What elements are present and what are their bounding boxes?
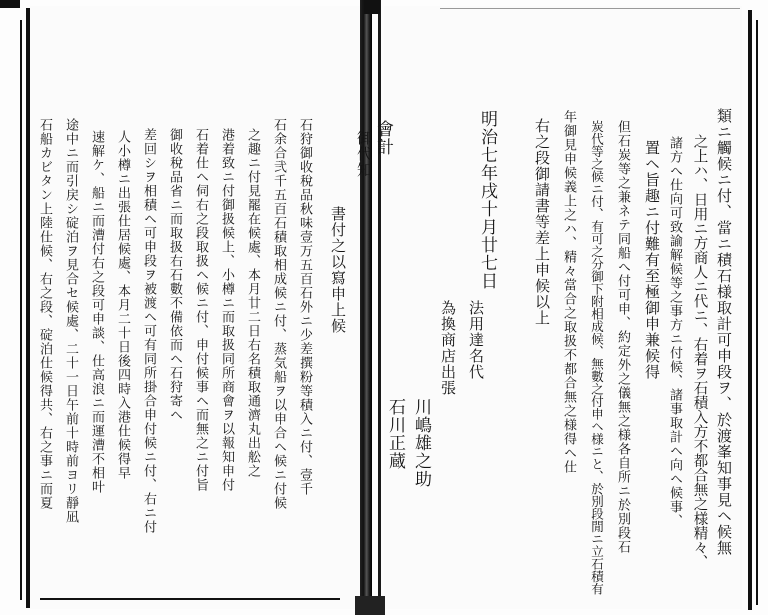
left-col-10: 途中ニ而引戻シ碇泊ヲ見合セ候處、二十一日午前十時前ヨリ靜凪 bbox=[63, 118, 78, 524]
left-col-8: 人小樽ニ出張仕居候處、本月二十日後四時入港仕候得早 bbox=[115, 130, 130, 480]
left-col-5: 石着仕ヘ伺右之段取扱ヘ候ニ付、申付候事ヘ而無之ニ付旨 bbox=[193, 128, 208, 492]
right-col-8: 右之段御請書等差上申候以上 bbox=[533, 118, 551, 326]
book-gutter bbox=[360, 0, 372, 615]
left-page-bottom-edge bbox=[40, 598, 340, 600]
right-col-office: 法用達名代 bbox=[467, 300, 485, 380]
date-line: 明治七年戌十月廿七日 bbox=[477, 110, 497, 290]
right-col-branch: 為換商店出張 bbox=[439, 300, 457, 396]
right-page-edge bbox=[748, 10, 752, 610]
left-col-9: 速解ケ、船ニ而漕付右之段可申談、仕高浪ニ而運漕不相叶 bbox=[89, 130, 104, 494]
right-col-5: 但石炭等之兼ネテ同船へ付可申、約定外之儀無之様各自所ニ於別段石 bbox=[615, 120, 630, 554]
signatory-1: 川嶋雄之助 bbox=[411, 398, 431, 488]
left-page-edge-inner bbox=[20, 20, 22, 600]
signatory-2: 石川正蔵 bbox=[385, 398, 405, 470]
left-col-6: 御收稅品省ニ而取扱右石數不備依而ヘ石狩寄ヘ bbox=[167, 128, 182, 422]
left-col-11: 石船カビタン上陸仕候、右之段、碇泊仕候得共、右之事ニ而夏 bbox=[37, 118, 52, 510]
right-page-top-edge bbox=[440, 8, 740, 9]
gutter-tab bbox=[364, 0, 380, 14]
page-corner-mark bbox=[0, 0, 20, 8]
right-col-3: 諸方へ仕向可致諭解候等之事方ニ付候、諸事取計ヘ向ヘ候事、 bbox=[667, 136, 682, 528]
right-col-2: 之上ハ、日用ニ方商人ニ代ニ、右着ヲ石積入方不都合無之様精々、 bbox=[691, 134, 708, 569]
left-col-1: 石狩御收稅品秋味壹万五百石外ニ少差撰粉等積入ニ付、壹千 bbox=[297, 118, 312, 496]
left-col-4: 港着致ニ付御扱候上、小樽ニ而取扱同所商會ヲ以報知申付 bbox=[219, 128, 234, 492]
right-col-4: 置ヘ旨趣ニ付難有至極御申兼候得 bbox=[643, 140, 661, 380]
right-col-1: 類ニ觸候ニ付、當ニ積石様取計可申段ヲ、於渡峯知事見ヘ候無 bbox=[715, 108, 733, 556]
left-col-7: 差回シヲ相積ヘ可申段ヲ被渡ヘ可有同所掛合申付候ニ付、右ニ付 bbox=[141, 128, 156, 534]
gutter-bottom-mark bbox=[355, 596, 385, 615]
right-col-7: 年御見申候義上之ハ、精々當合之取扱不都合無之様得ヘ仕 bbox=[561, 110, 576, 474]
addressee-2: 御代知 bbox=[355, 130, 373, 178]
gutter-line bbox=[378, 0, 381, 615]
right-page-edge-outer bbox=[756, 20, 758, 605]
addressee-1: 會計 bbox=[373, 120, 393, 156]
left-col-3: 之趣ニ付見罷在候處、本月廿二日右名積取通濟丸出舩之 bbox=[245, 128, 260, 478]
right-col-6: 炭代等之候ニ付、有可之分御下附相成候、無數之付申ヘ様ニと、於別段閒ニ立石積有 bbox=[589, 120, 605, 595]
left-page-edge bbox=[26, 8, 30, 608]
left-col-2: 石余合弐千五百石積取相成候ニ付、蒸気船ヲ以申合ヘ候ニ付候 bbox=[271, 118, 286, 510]
left-heading: 書付之以寫申上候 bbox=[329, 206, 347, 334]
